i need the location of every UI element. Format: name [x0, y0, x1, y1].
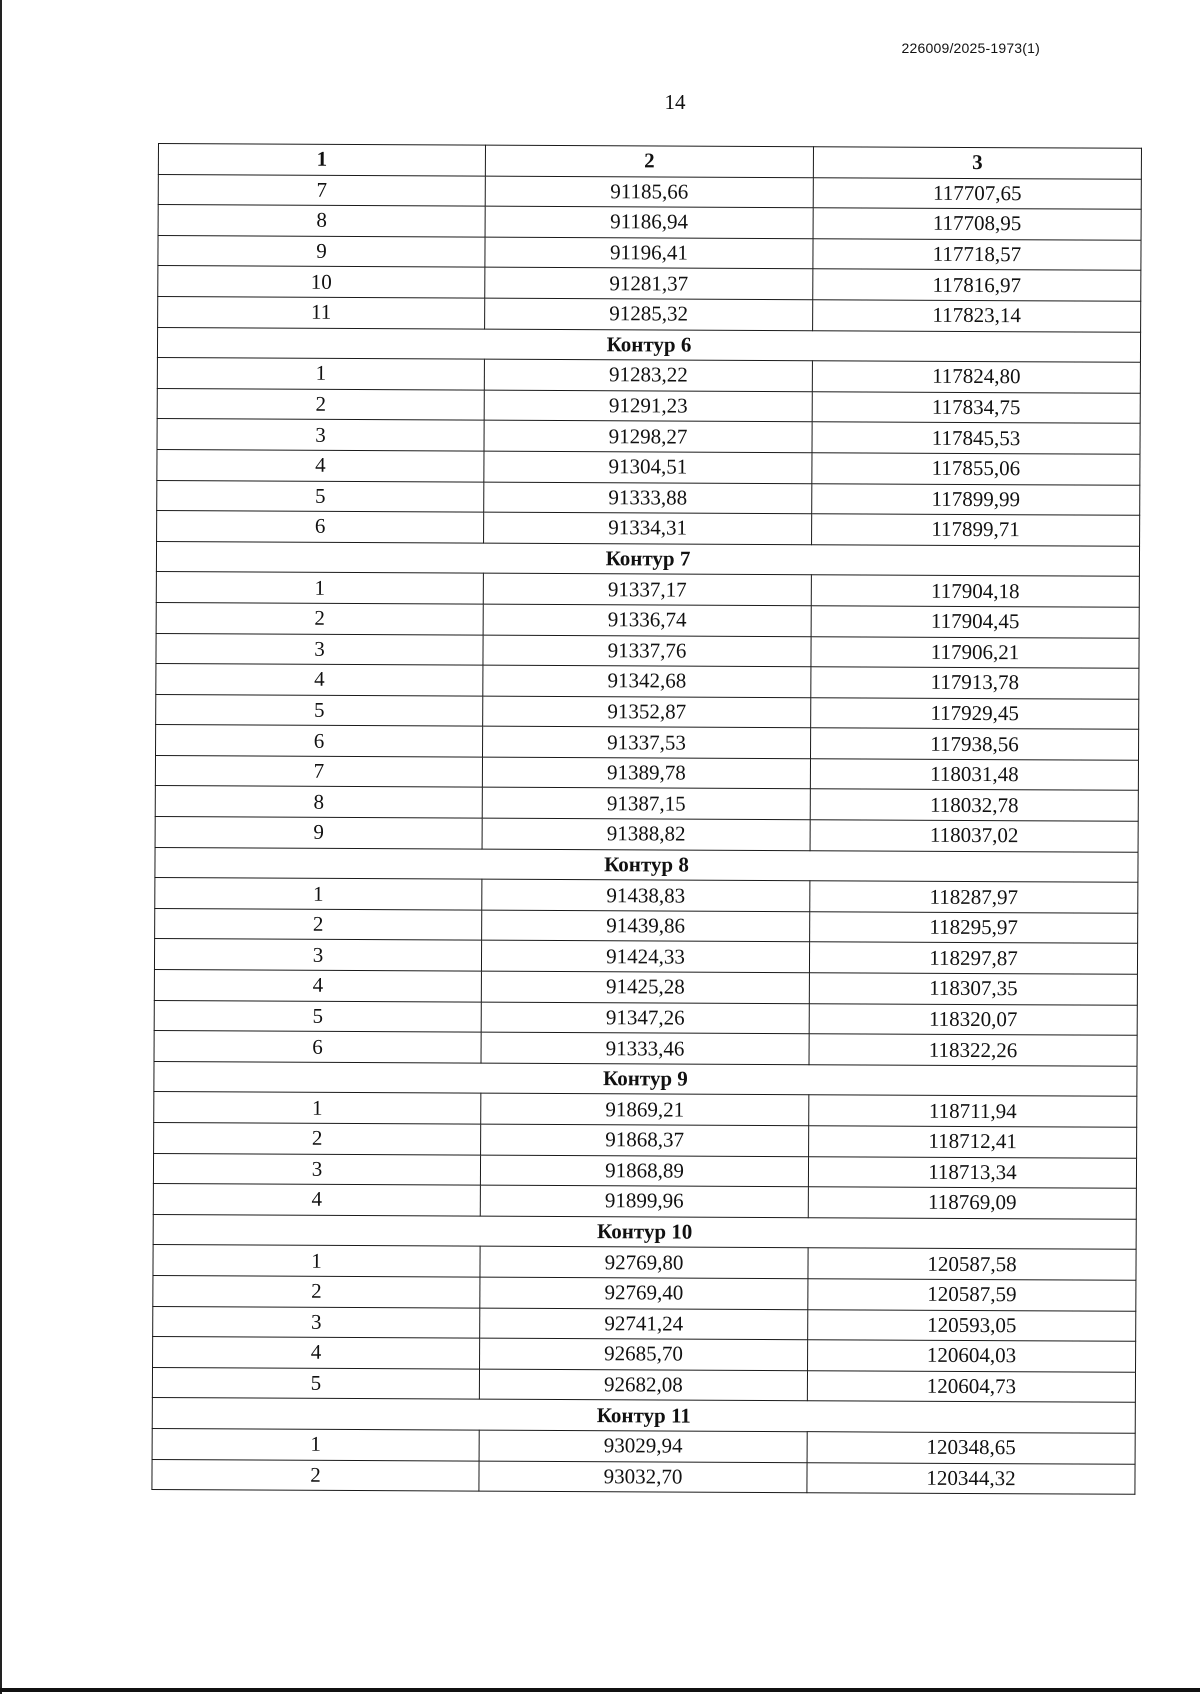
point-number-cell: 2 — [157, 388, 484, 420]
coordinate-y-cell: 117904,45 — [811, 606, 1139, 638]
coordinate-y-cell: 117855,06 — [812, 453, 1140, 485]
coordinate-y-cell: 118711,94 — [809, 1095, 1137, 1127]
contour-header-row — [152, 1398, 1135, 1433]
table-row — [156, 725, 1139, 760]
table-row — [158, 205, 1141, 240]
table-row — [153, 1245, 1136, 1280]
point-number-cell: 8 — [155, 786, 482, 818]
coordinate-x-cell: 91185,66 — [485, 176, 813, 208]
coordinate-y-cell: 117899,71 — [812, 514, 1140, 546]
coordinate-y-cell: 118031,48 — [810, 759, 1138, 791]
table-row — [153, 1306, 1136, 1341]
point-number-cell: 7 — [155, 755, 482, 787]
coordinate-y-cell: 117845,53 — [812, 422, 1140, 454]
coordinate-y-cell: 117913,78 — [811, 667, 1139, 699]
point-number-cell: 1 — [152, 1428, 479, 1460]
coordinate-x-cell: 91868,89 — [480, 1155, 808, 1187]
table-row — [155, 786, 1138, 821]
table-row — [153, 1275, 1136, 1310]
coordinate-y-cell: 118713,34 — [808, 1156, 1136, 1188]
coordinate-y-cell: 118712,41 — [809, 1126, 1137, 1158]
coordinate-y-cell: 117834,75 — [812, 391, 1140, 423]
coordinate-y-cell: 118287,97 — [810, 881, 1138, 913]
point-number-cell: 2 — [152, 1459, 479, 1491]
point-number-cell: 3 — [153, 1306, 480, 1338]
table-row — [156, 664, 1139, 699]
coordinate-x-cell: 93029,94 — [479, 1430, 807, 1462]
table-row — [157, 388, 1140, 423]
coordinate-x-cell: 91439,86 — [482, 910, 810, 942]
contour-title: Контур 9 — [154, 1061, 1137, 1096]
coordinate-y-cell: 117707,65 — [813, 177, 1141, 209]
table-row — [157, 358, 1140, 393]
document-registration-number: 226009/2025-1973(1) — [901, 40, 1040, 56]
contour-title: Контур 11 — [152, 1398, 1135, 1433]
coordinate-x-cell: 91387,15 — [482, 788, 810, 820]
coordinate-y-cell: 117938,56 — [810, 728, 1138, 760]
coordinate-y-cell: 120348,65 — [807, 1432, 1135, 1464]
coordinate-x-cell: 91336,74 — [483, 604, 811, 636]
contour-header-row — [153, 1214, 1136, 1249]
point-number-cell: 4 — [153, 1184, 480, 1216]
coordinate-x-cell: 91186,94 — [485, 206, 813, 238]
table-row — [156, 633, 1139, 668]
point-number-cell: 3 — [154, 939, 481, 971]
contour-header-row — [157, 327, 1140, 362]
table-row — [158, 296, 1141, 331]
scan-edge-left — [0, 0, 2, 1694]
table-row — [157, 480, 1140, 515]
point-number-cell: 4 — [153, 1337, 480, 1369]
coordinate-x-cell: 91196,41 — [485, 237, 813, 269]
header-col-2: 2 — [485, 145, 813, 177]
point-number-cell: 8 — [158, 205, 485, 237]
table-row — [154, 1092, 1137, 1127]
coordinate-y-cell: 117929,45 — [811, 697, 1139, 729]
coordinate-x-cell: 92769,80 — [480, 1246, 808, 1278]
point-number-cell: 6 — [154, 1031, 481, 1063]
table-row — [158, 174, 1141, 209]
coordinate-y-cell: 118322,26 — [809, 1034, 1137, 1066]
table-header-row — [158, 144, 1141, 179]
coordinate-x-cell: 92769,40 — [480, 1277, 808, 1309]
point-number-cell: 1 — [157, 358, 484, 390]
coordinate-y-cell: 120587,59 — [808, 1279, 1136, 1311]
point-number-cell: 2 — [154, 1122, 481, 1154]
point-number-cell: 4 — [156, 664, 483, 696]
coordinate-x-cell: 91868,37 — [481, 1124, 809, 1156]
contour-title: Контур 7 — [156, 541, 1139, 576]
point-number-cell: 1 — [154, 1092, 481, 1124]
point-number-cell: 6 — [156, 725, 483, 757]
coordinate-x-cell: 93032,70 — [479, 1461, 807, 1493]
coordinate-y-cell: 118320,07 — [809, 1003, 1137, 1035]
table-row — [156, 602, 1139, 637]
contour-header-row — [154, 1061, 1137, 1096]
coordinate-y-cell: 117824,80 — [812, 361, 1140, 393]
coordinate-x-cell: 91388,82 — [482, 818, 810, 850]
page-number: 14 — [664, 90, 686, 114]
coordinate-x-cell: 91425,28 — [481, 971, 809, 1003]
coordinate-x-cell: 91337,17 — [483, 573, 811, 605]
point-number-cell: 5 — [154, 1000, 481, 1032]
point-number-cell: 9 — [158, 235, 485, 267]
table-row — [154, 1122, 1137, 1157]
header-col-3: 3 — [813, 147, 1141, 179]
coordinate-x-cell: 91342,68 — [483, 665, 811, 697]
point-number-cell: 1 — [155, 878, 482, 910]
table-row — [154, 970, 1137, 1005]
table-row — [157, 511, 1140, 546]
table-row — [156, 572, 1139, 607]
coordinate-x-cell: 92741,24 — [480, 1308, 808, 1340]
table-row — [158, 266, 1141, 301]
coordinate-x-cell: 91334,31 — [484, 512, 812, 544]
table-row — [155, 878, 1138, 913]
coordinate-x-cell: 91298,27 — [484, 420, 812, 452]
coordinate-x-cell: 91337,76 — [483, 635, 811, 667]
coordinate-y-cell: 117708,95 — [813, 208, 1141, 240]
table-row — [157, 449, 1140, 484]
coordinate-x-cell: 91337,53 — [483, 726, 811, 758]
coordinate-y-cell: 117823,14 — [813, 300, 1141, 332]
table-row — [154, 939, 1137, 974]
point-number-cell: 2 — [155, 908, 482, 940]
point-number-cell: 7 — [158, 174, 485, 206]
coordinate-y-cell: 117718,57 — [813, 238, 1141, 270]
point-number-cell: 10 — [158, 266, 485, 298]
coordinate-y-cell: 118307,35 — [809, 973, 1137, 1005]
coordinate-y-cell: 117906,21 — [811, 636, 1139, 668]
coordinate-y-cell: 120593,05 — [808, 1309, 1136, 1341]
coordinate-x-cell: 91899,96 — [480, 1185, 808, 1217]
table-row — [153, 1153, 1136, 1188]
table-row — [153, 1184, 1136, 1219]
contour-title: Контур 10 — [153, 1214, 1136, 1249]
point-number-cell: 3 — [156, 633, 483, 665]
point-number-cell: 5 — [156, 694, 483, 726]
coordinate-y-cell: 117904,18 — [811, 575, 1139, 607]
point-number-cell: 5 — [152, 1367, 479, 1399]
coordinate-y-cell: 117816,97 — [813, 269, 1141, 301]
coordinate-y-cell: 118032,78 — [810, 789, 1138, 821]
coordinate-y-cell: 118769,09 — [808, 1187, 1136, 1219]
scan-edge-bottom — [0, 1688, 1200, 1692]
table-row — [152, 1367, 1135, 1402]
coordinate-y-cell: 118297,87 — [809, 942, 1137, 974]
coordinate-x-cell: 91333,88 — [484, 482, 812, 514]
contour-title: Контур 6 — [157, 327, 1140, 362]
table-row — [154, 1031, 1137, 1066]
header-col-1: 1 — [158, 144, 485, 176]
coordinate-y-cell: 120604,73 — [807, 1370, 1135, 1402]
point-number-cell: 2 — [153, 1275, 480, 1307]
coordinate-y-cell: 120587,58 — [808, 1248, 1136, 1280]
table-row — [155, 908, 1138, 943]
point-number-cell: 2 — [156, 602, 483, 634]
table-row — [156, 694, 1139, 729]
table-row — [152, 1428, 1135, 1463]
table-row — [153, 1337, 1136, 1372]
coordinate-x-cell: 91333,46 — [481, 1032, 809, 1064]
coordinate-x-cell: 91285,32 — [485, 298, 813, 330]
coordinate-x-cell: 91438,83 — [482, 879, 810, 911]
point-number-cell: 6 — [157, 511, 484, 543]
point-number-cell: 1 — [153, 1245, 480, 1277]
coordinate-x-cell: 91291,23 — [484, 390, 812, 422]
coordinate-x-cell: 91424,33 — [481, 941, 809, 973]
point-number-cell: 3 — [153, 1153, 480, 1185]
contour-header-row — [156, 541, 1139, 576]
coordinates-table — [151, 143, 1142, 1495]
table-row — [155, 755, 1138, 790]
table-row — [155, 817, 1138, 852]
coordinate-y-cell: 118037,02 — [810, 820, 1138, 852]
coordinate-y-cell: 120604,03 — [808, 1340, 1136, 1372]
coordinate-y-cell: 117899,99 — [812, 483, 1140, 515]
coordinate-x-cell: 91869,21 — [481, 1093, 809, 1125]
point-number-cell: 4 — [157, 449, 484, 481]
coordinates-table-body — [152, 174, 1141, 1494]
coordinate-x-cell: 92685,70 — [480, 1338, 808, 1370]
coordinate-x-cell: 91347,26 — [481, 1002, 809, 1034]
table-row — [157, 419, 1140, 454]
point-number-cell: 3 — [157, 419, 484, 451]
coordinate-x-cell: 91304,51 — [484, 451, 812, 483]
coordinate-y-cell: 118295,97 — [810, 912, 1138, 944]
point-number-cell: 4 — [154, 970, 481, 1002]
table-row — [158, 235, 1141, 270]
coordinate-x-cell: 91281,37 — [485, 267, 813, 299]
coordinate-x-cell: 91389,78 — [482, 757, 810, 789]
coordinate-y-cell: 120344,32 — [807, 1462, 1135, 1494]
point-number-cell: 5 — [157, 480, 484, 512]
table-row — [152, 1459, 1135, 1494]
contour-header-row — [155, 847, 1138, 882]
table-row — [154, 1000, 1137, 1035]
point-number-cell: 9 — [155, 817, 482, 849]
coordinate-x-cell: 91283,22 — [484, 359, 812, 391]
contour-title: Контур 8 — [155, 847, 1138, 882]
coordinate-x-cell: 92682,08 — [479, 1369, 807, 1401]
point-number-cell: 1 — [156, 572, 483, 604]
coordinate-x-cell: 91352,87 — [483, 696, 811, 728]
point-number-cell: 11 — [158, 296, 485, 328]
